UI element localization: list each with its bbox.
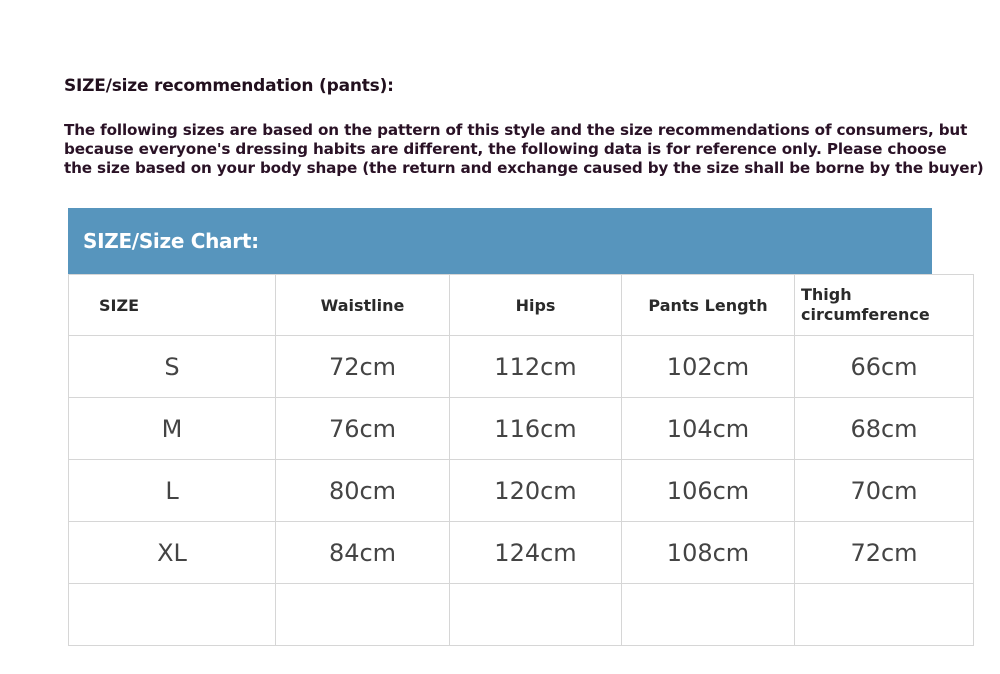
size-cell: L bbox=[69, 460, 276, 522]
size-chart bbox=[68, 208, 932, 646]
hips-cell: 112cm bbox=[450, 336, 622, 398]
empty-cell bbox=[622, 584, 795, 646]
intro-line: the size based on your body shape (the return and exchange caused by the size shall be borne by the buyer) bbox=[64, 159, 984, 177]
hips-cell: 116cm bbox=[450, 398, 622, 460]
waistline-cell: 84cm bbox=[276, 522, 450, 584]
size-cell: S bbox=[69, 336, 276, 398]
table-row-empty bbox=[69, 584, 974, 646]
size-cell: XL bbox=[69, 522, 276, 584]
intro-paragraph bbox=[64, 121, 984, 178]
table-row bbox=[69, 398, 974, 460]
column-header-thigh-circumference bbox=[795, 275, 974, 336]
pants-length-cell: 106cm bbox=[622, 460, 795, 522]
table-row bbox=[69, 522, 974, 584]
size-chart-title: SIZE/Size Chart: bbox=[68, 208, 932, 274]
thigh-cell: 72cm bbox=[795, 522, 974, 584]
empty-cell bbox=[69, 584, 276, 646]
table-header-row bbox=[69, 275, 974, 336]
column-header-size: SIZE bbox=[69, 275, 276, 336]
thigh-cell: 66cm bbox=[795, 336, 974, 398]
waistline-cell: 72cm bbox=[276, 336, 450, 398]
thigh-header-line: circumference bbox=[801, 305, 930, 324]
pants-length-cell: 104cm bbox=[622, 398, 795, 460]
column-header-hips: Hips bbox=[450, 275, 622, 336]
thigh-cell: 68cm bbox=[795, 398, 974, 460]
empty-cell bbox=[450, 584, 622, 646]
intro-line: The following sizes are based on the pattern of this style and the size recommendations of consumers, but bbox=[64, 121, 968, 139]
empty-cell bbox=[276, 584, 450, 646]
hips-cell: 124cm bbox=[450, 522, 622, 584]
empty-cell bbox=[795, 584, 974, 646]
thigh-header-line: Thigh bbox=[801, 285, 852, 304]
waistline-cell: 76cm bbox=[276, 398, 450, 460]
column-header-pants-length: Pants Length bbox=[622, 275, 795, 336]
column-header-waistline: Waistline bbox=[276, 275, 450, 336]
table-row bbox=[69, 336, 974, 398]
hips-cell: 120cm bbox=[450, 460, 622, 522]
waistline-cell: 80cm bbox=[276, 460, 450, 522]
intro-line: because everyone's dressing habits are different, the following data is for reference only. Please choose bbox=[64, 140, 947, 158]
pants-length-cell: 102cm bbox=[622, 336, 795, 398]
size-cell: M bbox=[69, 398, 276, 460]
pants-length-cell: 108cm bbox=[622, 522, 795, 584]
table-row bbox=[69, 460, 974, 522]
page-heading: SIZE/size recommendation (pants): bbox=[64, 76, 394, 96]
thigh-cell: 70cm bbox=[795, 460, 974, 522]
size-table bbox=[68, 274, 974, 646]
